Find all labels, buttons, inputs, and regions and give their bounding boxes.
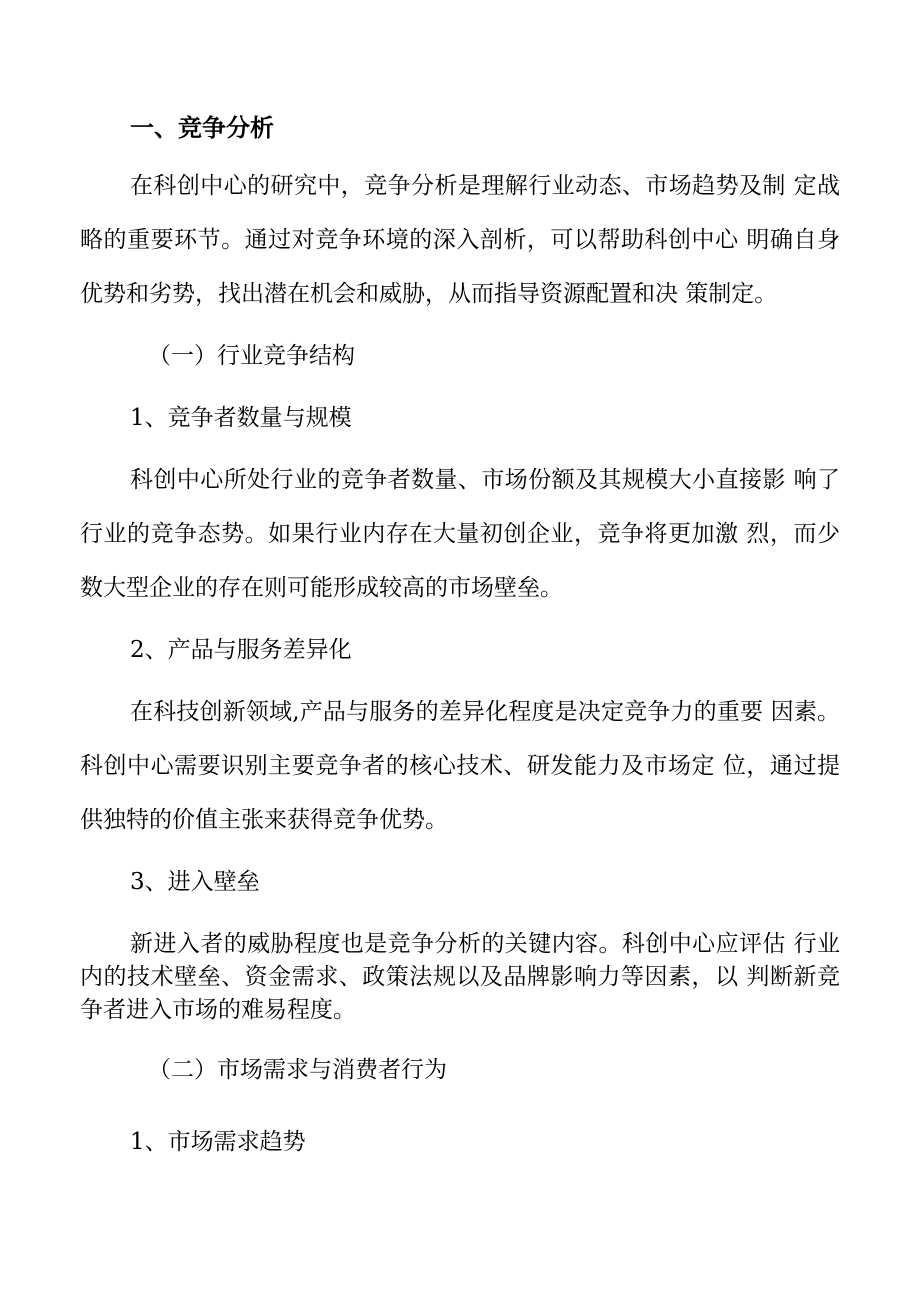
section-market-demand-title: （二）市场需求与消费者行为 — [148, 1057, 447, 1083]
entry-barriers-line-1: 新进入者的威胁程度也是竞争分析的关键内容。科创中心应评估 行业 — [130, 931, 840, 957]
entry-barriers-line-2: 内的技术壁垒、资金需求、政策法规以及品牌影响力等因素，以 判断新竞 — [80, 964, 840, 990]
item-competitor-count-title: 1、竞争者数量与规模 — [130, 405, 352, 431]
entry-barriers-paragraph — [80, 928, 840, 1027]
intro-line-3: 优势和劣势，找出潜在机会和威胁，从而指导资源配置和决 策制定。 — [80, 281, 778, 307]
heading-competition-analysis: 一、竞争分析 — [130, 113, 274, 142]
differentiation-line-1: 在科技创新领域,产品与服务的差异化程度是决定竞争力的重要 因素。 — [130, 699, 840, 725]
item-entry-barriers-title: 3、进入壁垒 — [130, 869, 260, 895]
differentiation-paragraph — [80, 694, 840, 838]
intro-line-2: 略的重要环节。通过对竞争环境的深入剖析，可以帮助科创中心 明确自身 — [80, 227, 840, 253]
competitor-count-paragraph — [80, 462, 840, 606]
differentiation-line-3: 供独特的价值主张来获得竞争优势。 — [80, 807, 448, 833]
entry-barriers-line-3: 争者进入市场的难易程度。 — [80, 997, 356, 1023]
competitor-count-line-3: 数大型企业的存在则可能形成较高的市场壁垒。 — [80, 575, 563, 601]
item-demand-trend-title: 1、市场需求趋势 — [130, 1129, 306, 1155]
competitor-count-line-2: 行业的竞争态势。如果行业内存在大量初创企业，竞争将更加激 烈，而少 — [80, 521, 840, 547]
item-differentiation-title: 2、产品与服务差异化 — [130, 637, 352, 663]
intro-line-1: 在科创中心的研究中，竞争分析是理解行业动态、市场趋势及制 定战 — [130, 173, 840, 199]
differentiation-line-2: 科创中心需要识别主要竞争者的核心技术、研发能力及市场定 位，通过提 — [80, 753, 840, 779]
intro-paragraph — [80, 168, 840, 312]
section-industry-structure-title: （一）行业竞争结构 — [148, 343, 355, 369]
competitor-count-line-1: 科创中心所处行业的竞争者数量、市场份额及其规模大小直接影 响了 — [130, 467, 840, 493]
